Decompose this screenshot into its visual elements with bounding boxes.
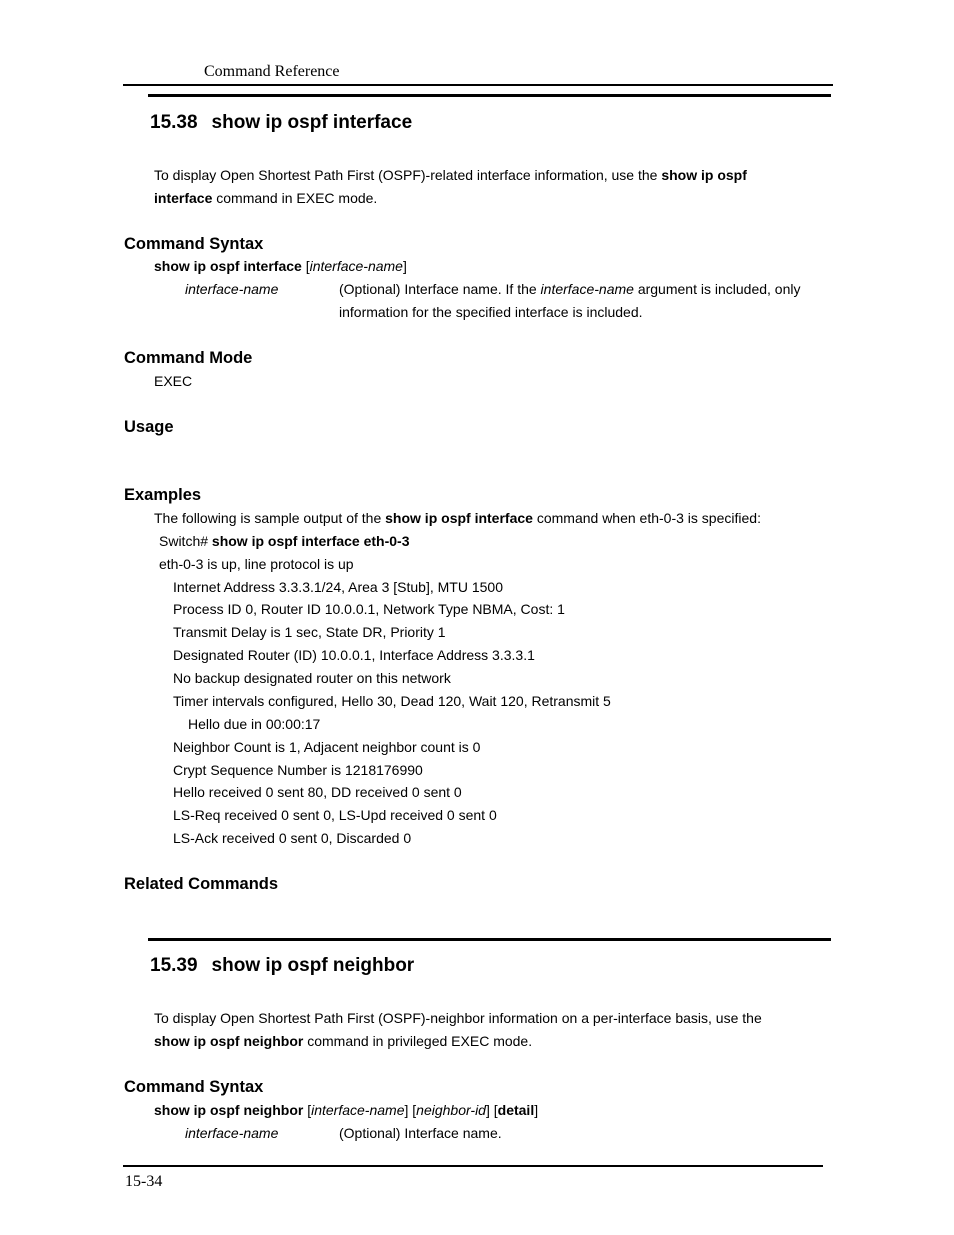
param-description: information for the specified interface is included. [339, 304, 643, 320]
cli-output-line: Timer intervals configured, Hello 30, Dead 120, Wait 120, Retransmit 5 [173, 693, 611, 709]
param-name [185, 281, 278, 297]
section-rule [148, 938, 831, 941]
example-intro-run: command when eth-0-3 is specified: [532, 510, 761, 526]
header-rule [123, 84, 833, 86]
param-name-text: interface-name [185, 281, 279, 297]
syntax-bracket: ] [ [485, 1102, 498, 1118]
cli-prompt-line [159, 533, 410, 549]
syntax-command: show ip ospf interface [154, 258, 302, 274]
intro-command-bold: interface [154, 190, 213, 206]
page-number: 15-34 [125, 1173, 163, 1190]
param-desc-run: (Optional) Interface name. If the [339, 281, 541, 297]
subheading-command-syntax: Command Syntax [124, 235, 264, 253]
intro-command-bold: show ip ospf neighbor [154, 1033, 304, 1049]
param-desc-italic: interface-name [540, 281, 634, 297]
footer-rule [123, 1165, 823, 1167]
syntax-bracket: [ [301, 258, 310, 274]
section-heading [150, 955, 414, 977]
cli-output-line: Hello received 0 sent 80, DD received 0 sent 0 [173, 784, 462, 800]
syntax-argument: interface-name [309, 258, 403, 274]
section-title: show ip ospf interface [211, 112, 413, 133]
example-intro [154, 510, 761, 526]
cli-output-line: Internet Address 3.3.3.1/24, Area 3 [Stub], MTU 1500 [173, 579, 503, 595]
syntax-keyword: detail [497, 1102, 535, 1118]
param-desc-run: argument is included, only [633, 281, 801, 297]
param-description: (Optional) Interface name. [339, 1125, 502, 1141]
syntax-argument: neighbor-id [416, 1102, 486, 1118]
example-intro-bold: show ip ospf interface [385, 510, 533, 526]
subheading-examples: Examples [124, 486, 202, 504]
cli-output-line: Hello due in 00:00:17 [188, 716, 321, 732]
intro-text [154, 190, 377, 206]
running-header: Command Reference [204, 63, 340, 80]
cli-output-line: LS-Ack received 0 sent 0, Discarded 0 [173, 830, 412, 846]
syntax-bracket: ] [ [404, 1102, 417, 1118]
cli-output-line: Neighbor Count is 1, Adjacent neighbor count is 0 [173, 739, 481, 755]
syntax-bracket: ] [402, 258, 407, 274]
cli-command: show ip ospf interface eth-0-3 [211, 533, 410, 549]
section-heading [150, 112, 412, 134]
cli-output-line: LS-Req received 0 sent 0, LS-Upd received 0 sent 0 [173, 807, 497, 823]
cli-output-line: No backup designated router on this network [173, 670, 451, 686]
cli-output-line: Process ID 0, Router ID 10.0.0.1, Network Type NBMA, Cost: 1 [173, 601, 565, 617]
syntax-command: show ip ospf neighbor [154, 1102, 304, 1118]
syntax-line [154, 1102, 538, 1118]
param-name [185, 1125, 278, 1141]
intro-text [154, 1033, 532, 1049]
intro-text-run: command in EXEC mode. [212, 190, 378, 206]
intro-text-run: To display Open Shortest Path First (OSPF)-related interface information, use the [154, 167, 662, 183]
section-title: show ip ospf neighbor [211, 955, 415, 976]
command-mode-value: EXEC [154, 373, 193, 389]
subheading-usage: Usage [124, 418, 174, 436]
intro-text [154, 167, 747, 183]
section-rule [148, 94, 831, 97]
intro-text: To display Open Shortest Path First (OSPF)-neighbor information on a per-interface basis, use the [154, 1010, 762, 1026]
syntax-line [154, 258, 407, 274]
param-name-text: interface-name [185, 1125, 279, 1141]
cli-prompt: Switch# [159, 533, 212, 549]
intro-text-run: command in privileged EXEC mode. [303, 1033, 533, 1049]
cli-output-line: eth-0-3 is up, line protocol is up [159, 556, 354, 572]
example-intro-run: The following is sample output of the [154, 510, 386, 526]
syntax-argument: interface-name [311, 1102, 405, 1118]
param-description [339, 281, 800, 297]
subheading-command-mode: Command Mode [124, 349, 253, 367]
syntax-bracket: [ [303, 1102, 312, 1118]
cli-output-line: Transmit Delay is 1 sec, State DR, Priority 1 [173, 624, 446, 640]
cli-output-line: Crypt Sequence Number is 1218176990 [173, 762, 423, 778]
intro-command-bold: show ip ospf [661, 167, 747, 183]
subheading-command-syntax: Command Syntax [124, 1078, 264, 1096]
subheading-related-commands: Related Commands [124, 875, 279, 893]
section-number: 15.38 [150, 112, 198, 133]
section-number: 15.39 [150, 955, 198, 976]
cli-output-line: Designated Router (ID) 10.0.0.1, Interface Address 3.3.3.1 [173, 647, 535, 663]
syntax-bracket: ] [534, 1102, 539, 1118]
